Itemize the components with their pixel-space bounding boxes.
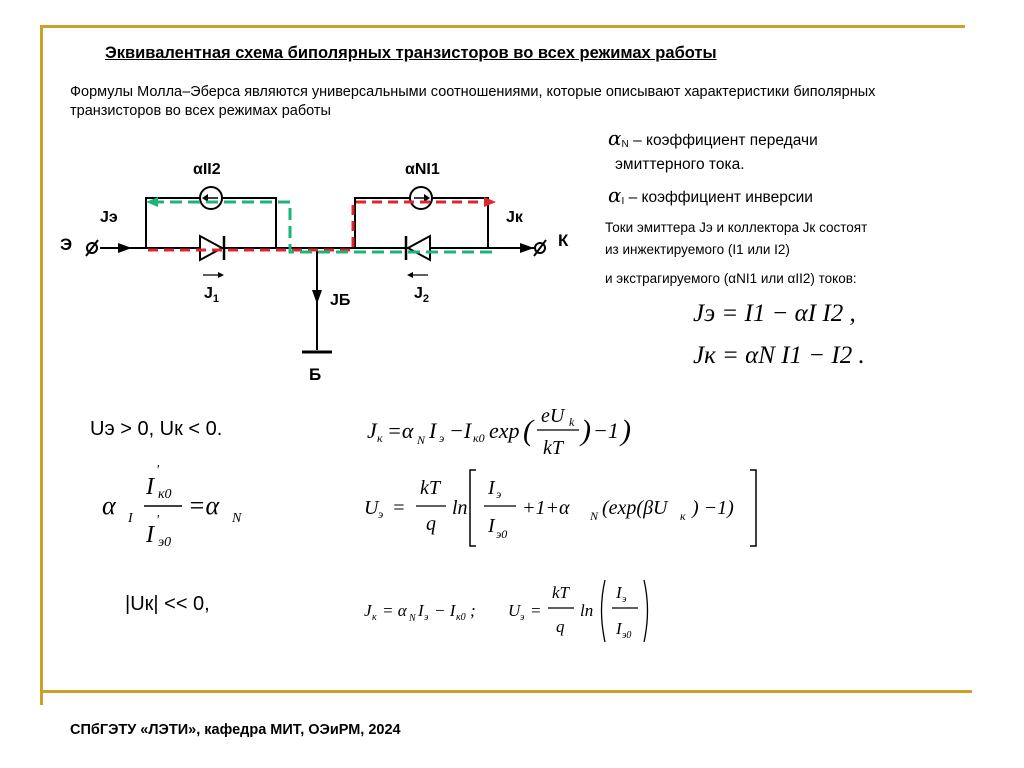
svg-text:': ' [156,513,159,528]
svg-text:=: = [530,601,542,620]
currents-text-line2: из инжектируемого (I1 или I2) [605,242,790,257]
svg-text:=: = [392,497,406,519]
svg-text:J: J [367,418,377,443]
equation-short [362,572,672,652]
svg-text:э: э [424,612,429,623]
svg-text:kT: kT [552,583,569,602]
source-right-label: αNI1 [405,161,440,178]
equation-je: Jэ = I1 − αI I2 , [693,300,856,327]
equivalent-circuit-diagram [50,140,570,390]
current-source-left [200,187,222,209]
svg-text:к0: к0 [158,487,172,502]
intro-text: Формулы Молла–Эберса являются универсальными соотношениями, которые описывают характеристики биполярных транзисторов во всех режимах работы [70,84,876,119]
svg-text:;: ; [470,601,476,620]
svg-text:ln: ln [580,601,594,620]
svg-text:N: N [232,511,242,526]
svg-text:−I: −I [449,418,472,443]
svg-text:I: I [146,522,154,548]
svg-text:к0: к0 [473,431,485,445]
je-label: Jэ [100,209,118,226]
svg-text:э0: э0 [158,535,172,550]
svg-text:N: N [417,433,426,447]
diode-left [200,236,224,260]
frame-left-line [40,25,43,705]
svg-text:э0: э0 [622,630,632,641]
svg-text:I: I [488,477,495,499]
svg-text:I: I [616,619,622,638]
equation-jk-full [365,398,685,470]
svg-text:): ) [621,414,631,447]
svg-text:kT: kT [420,477,440,499]
svg-text:I: I [418,601,424,620]
svg-text:к: к [680,509,686,523]
svg-text:к0: к0 [456,612,466,623]
j1-label: $J_1$ [204,285,220,305]
diode-right [406,236,430,260]
svg-text:exp: exp [489,418,520,443]
base-label: Б [309,365,322,384]
svg-text:I: I [128,511,133,526]
equation-alpha-ratio [100,460,270,560]
source-left-label: αII2 [193,161,221,178]
svg-text:(: ( [523,414,533,447]
svg-text:=α: =α [387,418,414,443]
svg-text:q: q [556,617,565,636]
svg-text:к: к [372,612,377,623]
alpha-i-definition: $\alpha_I$ – коэффициент инверсии [608,183,813,207]
svg-text:к: к [377,431,383,445]
svg-text:eU: eU [541,405,565,427]
jb-label: JБ [330,292,351,309]
svg-text:I: I [146,474,154,500]
svg-text:α: α [102,491,116,520]
svg-text:U: U [508,601,521,620]
alpha-n-definition: $\alpha_N$ – коэффициент передачи [608,126,818,150]
equation-jk: Jк = αN I1 − I2 . [693,342,865,369]
collector-terminal [534,240,546,256]
current-source-right [410,187,432,209]
condition-active-mode: Uэ > 0, Uк < 0. [90,418,223,440]
svg-text:э0: э0 [496,527,508,541]
emitter-terminal [86,240,98,256]
frame-top-line [40,25,965,28]
svg-text:э: э [496,487,502,501]
svg-text:ln: ln [452,497,468,519]
slide-title: Эквивалентная схема биполярных транзисторов во всех режимах работы [105,44,717,62]
svg-text:k: k [569,415,575,429]
svg-text:U: U [364,497,379,519]
svg-text:э: э [439,431,445,445]
svg-text:− I: − I [434,601,456,620]
footer-text: СПбГЭТУ «ЛЭТИ», кафедра МИТ, ОЭиРМ, 2024 [70,722,401,738]
svg-text:) −1): ) −1) [692,497,734,519]
svg-text:): ) [581,414,591,447]
currents-text-line1: Токи эмиттера Jэ и коллектора Jк состоят [605,220,868,235]
emitter-label: Э [60,235,73,254]
svg-text:I: I [488,515,495,537]
frame-bottom-line [40,690,972,693]
svg-text:N: N [590,509,599,523]
svg-text:J: J [364,601,372,620]
svg-text:(exp(βU: (exp(βU [602,497,668,519]
currents-text-line3: и экстрагируемого (αNI1 или αII2) токов: [605,271,857,286]
svg-text:I: I [429,418,437,443]
svg-text:N: N [409,613,416,624]
green-current-path [146,197,492,252]
svg-text:+1+α: +1+α [522,497,570,519]
svg-text:=α: =α [188,491,220,520]
svg-text:−1: −1 [593,418,619,443]
svg-text:э: э [520,612,525,623]
svg-text:': ' [156,463,159,478]
svg-text:kT: kT [543,437,563,459]
svg-text:q: q [426,513,436,535]
svg-text:э: э [378,507,384,521]
svg-text:I: I [616,583,622,602]
equation-ue [362,462,782,554]
condition-uk: |Uк| << 0, [125,593,210,615]
collector-label: К [558,231,569,250]
jk-label: Jк [506,209,523,226]
svg-text:э: э [622,594,627,605]
j2-label: $J_2$ [414,285,430,305]
svg-text:= α: = α [382,601,407,620]
alpha-n-definition-cont: эмиттерного тока. [615,156,745,173]
